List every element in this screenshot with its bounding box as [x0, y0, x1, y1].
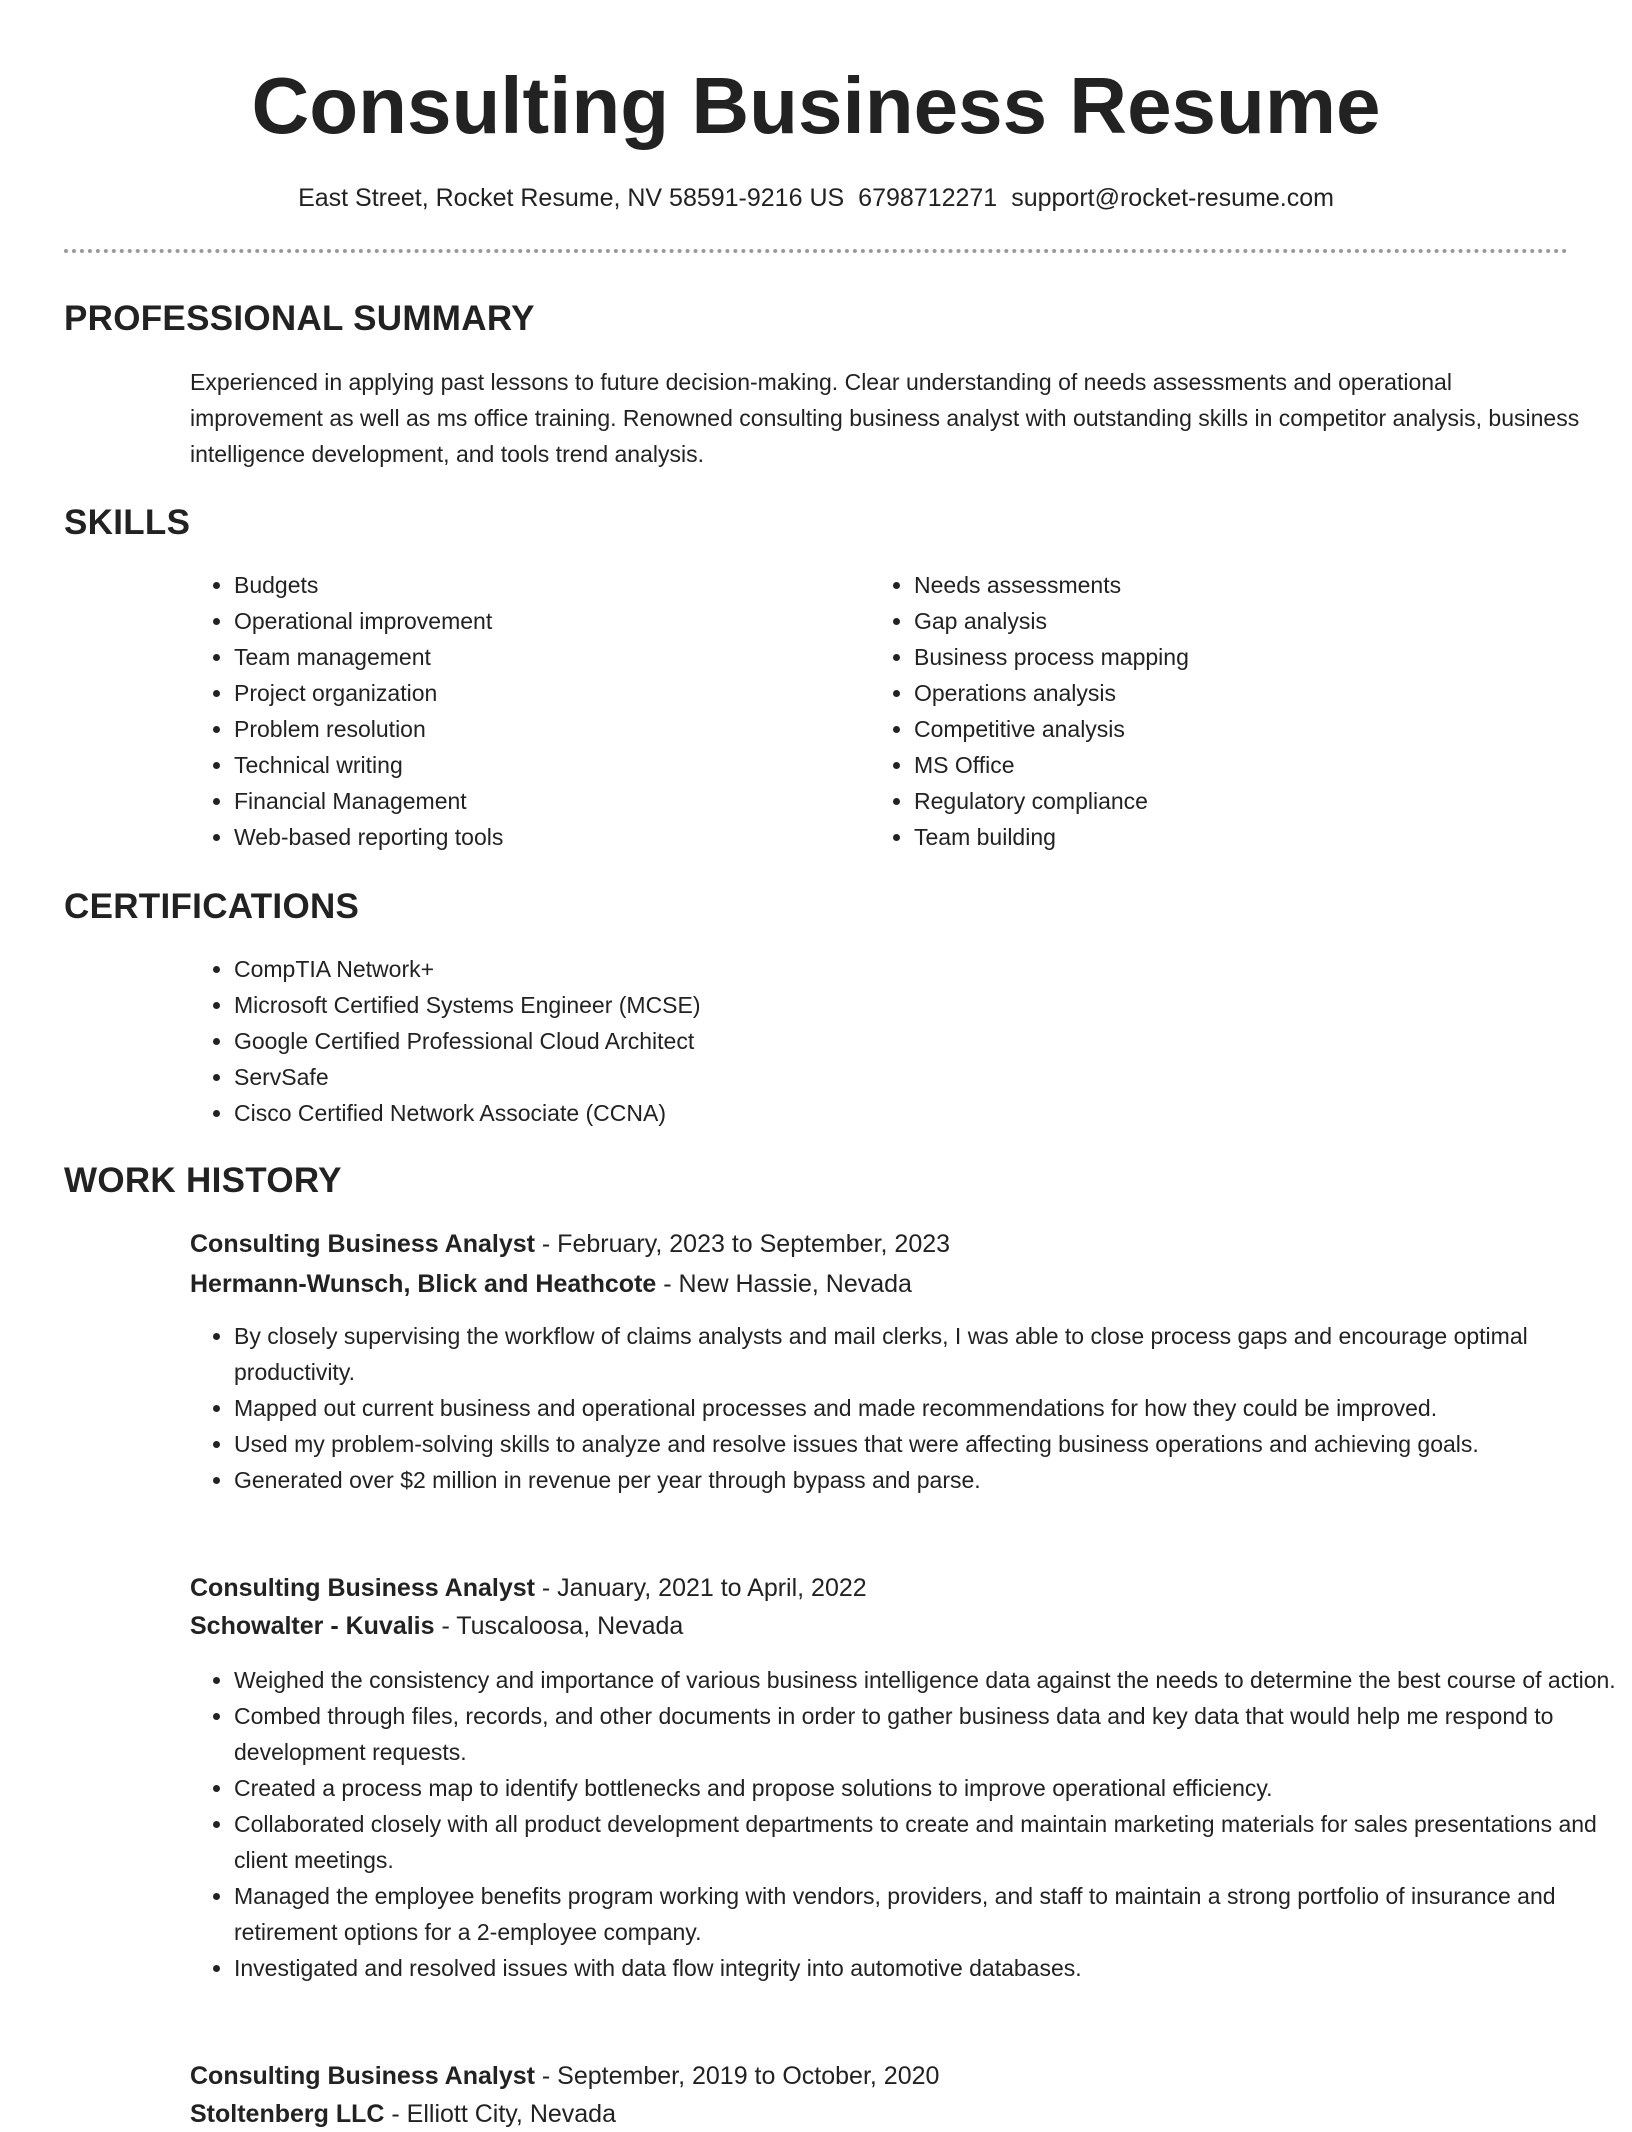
job-dates: - January, 2021 to April, 2022 — [534, 1574, 867, 1602]
job-location: - Elliott City, Nevada — [384, 2100, 616, 2128]
job-company: Hermann-Wunsch, Blick and Heathcote — [190, 1270, 657, 1298]
list-item: • Operations analysis — [914, 675, 1514, 711]
list-item: • Weighed the consistency and importance of various business intelligence data against the needs to determine the best course of action. — [234, 1662, 1624, 1698]
summary-text: Experienced in applying past lessons to future decision-making. Clear understanding of needs assessments and operational improvement as well as ms office training. Renowned consulting business analyst with outstanding skills in competitor analysis, business intelligence development, and tools trend analysis. — [190, 369, 1580, 467]
list-item: • Business process mapping — [914, 639, 1514, 675]
list-item: • Team management — [234, 639, 834, 675]
summary-heading: PROFESSIONAL SUMMARY — [64, 299, 535, 338]
job-bullets — [190, 1318, 1624, 1498]
skills-list-left — [190, 567, 834, 855]
list-item: • Problem resolution — [234, 711, 834, 747]
job-company-line — [190, 1608, 683, 1644]
skills-list-right — [870, 567, 1514, 855]
job-title-line — [190, 1226, 950, 1262]
job-title-line — [190, 1570, 867, 1606]
job-title: Consulting Business Analyst — [190, 1230, 535, 1258]
list-item: • Microsoft Certified Systems Engineer (MCSE) — [234, 987, 1534, 1023]
list-item: • Budgets — [234, 567, 834, 603]
list-item: • Created a process map to identify bottlenecks and propose solutions to improve operational efficiency. — [234, 1770, 1624, 1806]
list-item: • Used my problem-solving skills to analyze and resolve issues that were affecting business operations and achieving goals. — [234, 1426, 1624, 1462]
job-company-line — [190, 1266, 912, 1302]
list-item: • Needs assessments — [914, 567, 1514, 603]
job-dates: - September, 2019 to October, 2020 — [534, 2062, 940, 2090]
job-company: Schowalter - Kuvalis — [190, 1612, 435, 1640]
job-company: Stoltenberg LLC — [190, 2100, 385, 2128]
list-item: • Generated over $2 million in revenue per year through bypass and parse. — [234, 1462, 1624, 1498]
list-item: • Combed through files, records, and other documents in order to gather business data and key data that would help me respond to development requests. — [234, 1698, 1624, 1770]
address-text: East Street, Rocket Resume, NV 58591-9216 US — [298, 184, 845, 212]
certifications-list — [190, 951, 1534, 1131]
list-item: • Managed the employee benefits program working with vendors, providers, and staff to maintain a strong portfolio of insurance and retirement options for a 2-employee company. — [234, 1878, 1624, 1950]
header-divider — [64, 249, 1568, 253]
work-history-heading: WORK HISTORY — [64, 1161, 342, 1200]
list-item: • Technical writing — [234, 747, 834, 783]
phone-text: 6798712271 — [858, 184, 998, 212]
list-item: • Project organization — [234, 675, 834, 711]
job-dates: - February, 2023 to September, 2023 — [534, 1230, 951, 1258]
list-item: • Investigated and resolved issues with data flow integrity into automotive databases. — [234, 1950, 1624, 1986]
list-item: • Collaborated closely with all product development departments to create and maintain marketing materials for sales presentations and client meetings. — [234, 1806, 1624, 1878]
job-location: - New Hassie, Nevada — [656, 1270, 912, 1298]
contact-line — [64, 181, 1568, 215]
resume-title: Consulting Business Resume — [251, 61, 1381, 150]
list-item: • MS Office — [914, 747, 1514, 783]
job-location: - Tuscaloosa, Nevada — [434, 1612, 684, 1640]
list-item: • CompTIA Network+ — [234, 951, 1534, 987]
list-item: • Team building — [914, 819, 1514, 855]
list-item: • Operational improvement — [234, 603, 834, 639]
job-company-line — [190, 2096, 616, 2132]
job-title: Consulting Business Analyst — [190, 2062, 535, 2090]
list-item: • Regulatory compliance — [914, 783, 1514, 819]
list-item: • Financial Management — [234, 783, 834, 819]
certifications-heading: CERTIFICATIONS — [64, 887, 360, 926]
job-title-line — [190, 2058, 939, 2094]
job-bullets — [190, 1662, 1624, 1986]
job-title: Consulting Business Analyst — [190, 1574, 535, 1602]
list-item: • Gap analysis — [914, 603, 1514, 639]
list-item: • Mapped out current business and operational processes and made recommendations for how they could be improved. — [234, 1390, 1624, 1426]
list-item: • Cisco Certified Network Associate (CCNA) — [234, 1095, 1534, 1131]
list-item: • Google Certified Professional Cloud Architect — [234, 1023, 1534, 1059]
email-text: support@rocket-resume.com — [1011, 184, 1334, 212]
list-item: • By closely supervising the workflow of claims analysts and mail clerks, I was able to close process gaps and encourage optimal productivity. — [234, 1318, 1624, 1390]
skills-heading: SKILLS — [64, 503, 191, 542]
list-item: • ServSafe — [234, 1059, 1534, 1095]
list-item: • Competitive analysis — [914, 711, 1514, 747]
list-item: • Web-based reporting tools — [234, 819, 834, 855]
